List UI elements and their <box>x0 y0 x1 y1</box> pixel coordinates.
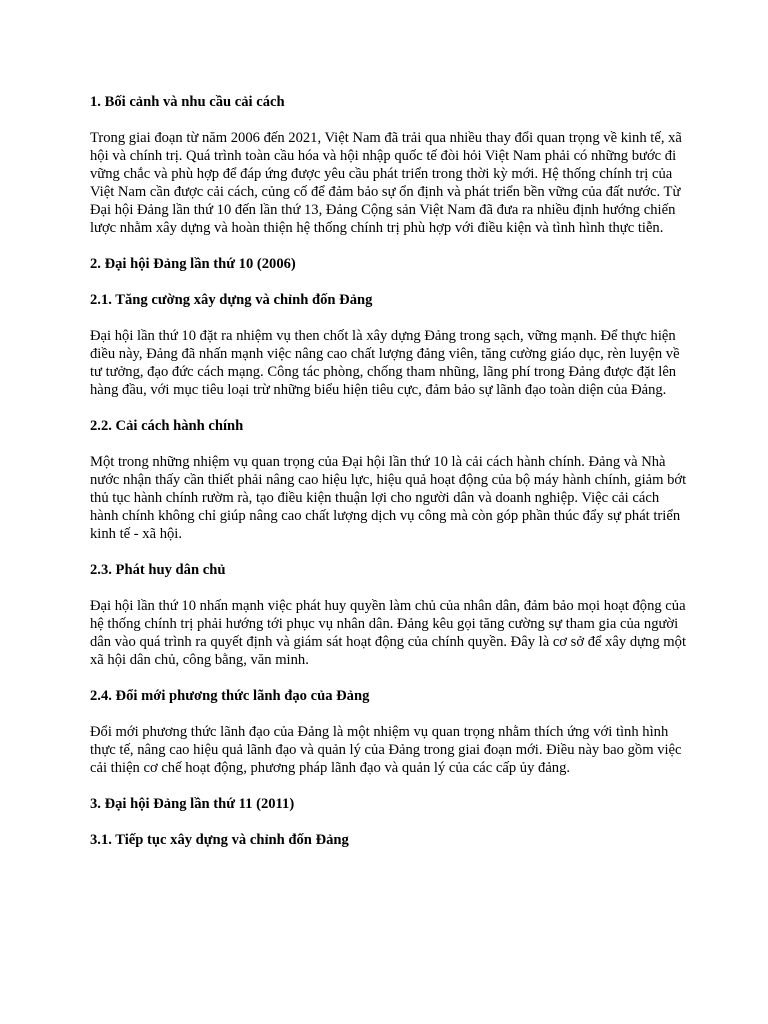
paragraph-context: Trong giai đoạn từ năm 2006 đến 2021, Việt Nam đã trải qua nhiều thay đổi quan trọng về kinh tế, xã hội và chính trị. Quá trình toàn cầu hóa và hội nhập quốc tế đòi hỏi Việt Nam phải có những bước đi vững chắc và phù hợp để đáp ứng được yêu cầu phát triển trong thời kỳ mới. Hệ thống chính trị của Việt Nam cần được cải cách, củng cố để đảm bảo sự ổn định và phát triển bền vững của đất nước. Từ Đại hội Đảng lần thứ 10 đến lần thứ 13, Đảng Cộng sản Việt Nam đã đưa ra nhiều định hướng chiến lược nhằm xây dựng và hoàn thiện hệ thống chính trị phù hợp với điều kiện và tình hình thực tiễn. <box>90 130 682 236</box>
subsection-heading-3-1: 3.1. Tiếp tục xây dựng và chỉnh đốn Đảng <box>90 832 349 848</box>
paragraph-2-2: Một trong những nhiệm vụ quan trọng của Đại hội lần thứ 10 là cải cách hành chính. Đảng và Nhà nước nhận thấy cần thiết phải nâng cao hiệu lực, hiệu quả hoạt động của bộ máy hành chính, giảm bớt thủ tục hành chính rườm rà, tạo điều kiện thuận lợi cho người dân và doanh nghiệp. Việc cải cách hành chính không chỉ giúp nâng cao chất lượng dịch vụ công mà còn góp phần thúc đẩy sự phát triển kinh tế - xã hội. <box>90 454 687 542</box>
paragraph-2-4: Đổi mới phương thức lãnh đạo của Đảng là một nhiệm vụ quan trọng nhằm thích ứng với tình hình thực tế, nâng cao hiệu quả lãnh đạo và quản lý của Đảng trong giai đoạn mới. Điều này bao gồm việc cải thiện cơ chế hoạt động, phương pháp lãnh đạo và quản lý của các cấp ủy đảng. <box>90 724 682 776</box>
subsection-heading-2-4: 2.4. Đổi mới phương thức lãnh đạo của Đảng <box>90 688 370 704</box>
section-heading-1: 1. Bối cảnh và nhu cầu cải cách <box>90 94 285 110</box>
paragraph-2-3: Đại hội lần thứ 10 nhấn mạnh việc phát huy quyền làm chủ của nhân dân, đảm bảo mọi hoạt động của hệ thống chính trị phải hướng tới phục vụ nhân dân. Đảng kêu gọi tăng cường sự tham gia của người dân vào quá trình ra quyết định và giám sát hoạt động của chính quyền. Đây là cơ sở để xây dựng một xã hội dân chủ, công bằng, văn minh. <box>90 598 686 668</box>
subsection-heading-2-2: 2.2. Cải cách hành chính <box>90 418 244 434</box>
subsection-heading-2-1: 2.1. Tăng cường xây dựng và chỉnh đốn Đảng <box>90 292 373 308</box>
document-page <box>90 93 690 849</box>
section-heading-3: 3. Đại hội Đảng lần thứ 11 (2011) <box>90 796 295 812</box>
paragraph-2-1: Đại hội lần thứ 10 đặt ra nhiệm vụ then chốt là xây dựng Đảng trong sạch, vững mạnh. Để thực hiện điều này, Đảng đã nhấn mạnh việc nâng cao chất lượng đảng viên, tăng cường giáo dục, rèn luyện về tư tưởng, đạo đức cách mạng. Công tác phòng, chống tham nhũng, lãng phí trong Đảng được đặt lên hàng đầu, với mục tiêu loại trừ những biểu hiện tiêu cực, đảm bảo sự lãnh đạo toàn diện của Đảng. <box>90 328 680 398</box>
subsection-heading-2-3: 2.3. Phát huy dân chủ <box>90 562 226 578</box>
section-heading-2: 2. Đại hội Đảng lần thứ 10 (2006) <box>90 256 296 272</box>
